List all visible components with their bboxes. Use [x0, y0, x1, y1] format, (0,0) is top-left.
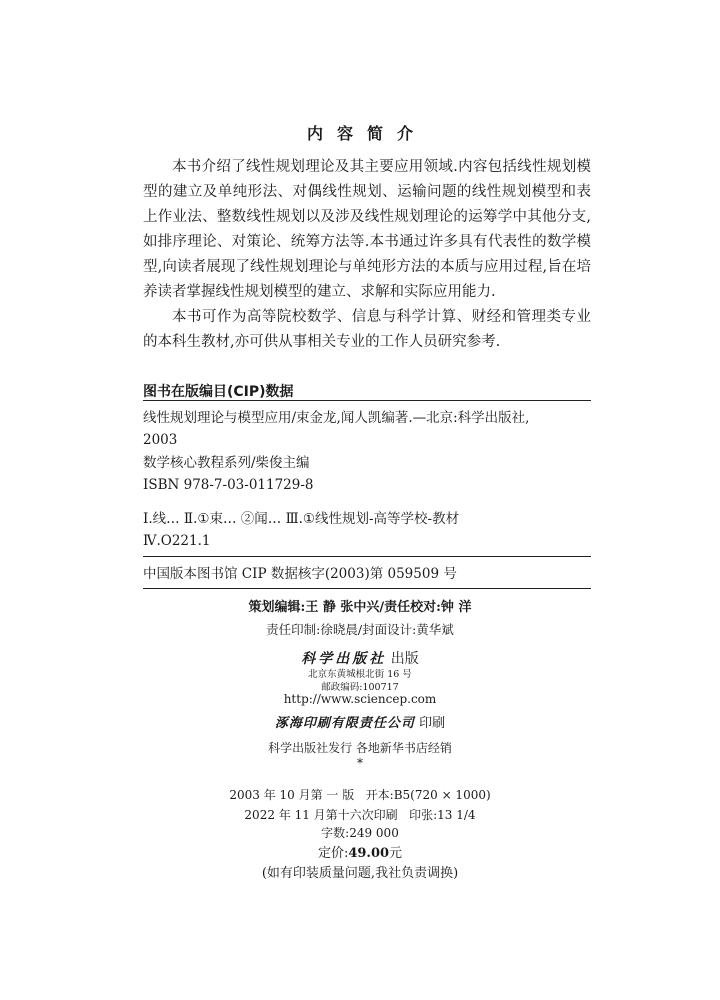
cip-mid-rule	[143, 556, 591, 557]
cip-heading: 图书在版编目(CIP)数据	[143, 384, 294, 400]
cip-line-6: Ⅳ.O221.1	[143, 533, 211, 549]
printer-suffix: 印刷	[419, 716, 446, 731]
price-unit: 元	[389, 846, 403, 861]
cip-bottom-rule	[143, 588, 591, 589]
publisher-suffix: 出版	[390, 651, 419, 667]
cip-line-4: ISBN 978-7-03-011729-8	[143, 477, 314, 493]
cip-line-3: 数学核心教程系列/柴俊主编	[143, 455, 310, 471]
word-count: 字数:249 000	[321, 826, 399, 840]
price-value: 49.00	[348, 846, 390, 861]
publisher-address: 北京东黄城根北街 16 号	[308, 669, 412, 680]
printer-line	[0, 712, 720, 731]
intro-paragraph-2: 本书可作为高等院校数学、信息与科学计算、财经和管理类专业的本科生教材,亦可供从事相关专业的工作人员研究参考.	[143, 309, 591, 350]
distribution-line: 科学出版社发行 各地新华书店经销	[268, 741, 452, 755]
quality-note: (如有印装质量问题,我社负责调换)	[261, 866, 459, 881]
edition-line-1: 2003 年 10 月第 一 版 开本:B5(720 × 1000)	[229, 788, 491, 802]
publisher-url: http://www.sciencep.com	[283, 692, 437, 706]
publisher-postcode: 邮政编码:100717	[321, 682, 399, 693]
credits-line-1: 策划编辑:王 静 张中兴/责任校对:钟 洋	[248, 600, 472, 615]
intro-paragraph-1: 本书介绍了线性规划理论及其主要应用领域.内容包括线性规划模型的建立及单纯形法、对偶线性规划、运输问题的线性规划模型和表上作业法、整数线性规划以及涉及线性规划理论的运筹学中其他分支,如排序理论、对策论、统筹方法等.本书通过许多具有代表性的数学模型,向读者展现了线性规划理论与单纯形方法的本质与应用过程,旨在培养读者掌握线性规划模型的建立、求解和实际应用能力.	[143, 159, 591, 300]
cip-number: 中国版本图书馆 CIP 数据核字(2003)第 059509 号	[143, 566, 457, 582]
separator-star: *	[357, 756, 363, 770]
cip-line-5: Ⅰ.线… Ⅱ.①束… ②闻… Ⅲ.①线性规划-高等学校-教材	[143, 511, 460, 527]
edition-line-2: 2022 年 11 月第十六次印刷 印张:13 1/4	[244, 808, 476, 822]
publisher-name: 科学出版社	[301, 651, 387, 667]
intro-body	[143, 155, 591, 355]
price-line	[0, 842, 720, 861]
intro-title: 内容简介	[306, 124, 427, 143]
price-label: 定价:	[317, 846, 349, 861]
cip-line-2: 2003	[143, 432, 178, 448]
cip-line-1: 线性规划理论与模型应用/束金龙,闻人凯编著.—北京:科学出版社,	[143, 410, 530, 426]
publisher-line	[0, 648, 720, 668]
cip-top-rule	[143, 400, 591, 401]
printer-name: 涿海印刷有限责任公司	[274, 716, 415, 731]
credits-line-2: 责任印制:徐晓晨/封面设计:黄华斌	[266, 622, 454, 637]
